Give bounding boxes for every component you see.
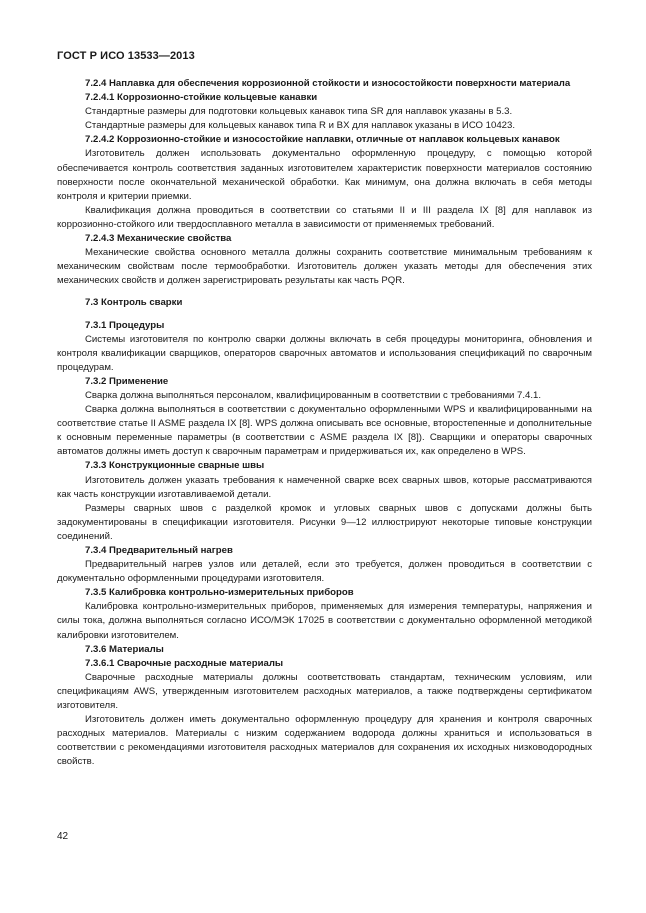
paragraph: Изготовитель должен использовать документально оформленную процедуру, с помощью которой обеспечивается контроль соответствия заданных изготовителем характеристик поверхности материалов состоянию поверхности после окончательной механической обработки. Как минимум, она должна включать в себя методы контроля и критерии приемки. <box>57 148 592 202</box>
document-header: ГОСТ Р ИСО 13533—2013 <box>57 50 195 62</box>
paragraph: Стандартные размеры для подготовки кольцевых канавок типа SR для наплавок указаны в 5.3. <box>85 106 513 118</box>
section-heading: 7.2.4.1 Коррозионно-стойкие кольцевые канавки <box>85 92 318 104</box>
section-heading: 7.3.5 Калибровка контрольно-измерительных приборов <box>85 587 354 599</box>
section-heading: 7.2.4.2 Коррозионно-стойкие и износостойкие наплавки, отличные от наплавок кольцевых канавок <box>85 134 560 146</box>
section-heading: 7.3.1 Процедуры <box>85 319 165 331</box>
paragraph: Системы изготовителя по контролю сварки должны включать в себя процедуры мониторинга, обновления и контроля квалификации сварщиков, операторов сварочных автоматов и использования спецификаций по сварочным процедурам. <box>57 333 592 373</box>
paragraph: Сварка должна выполняться персоналом, квалифицированным в соответствии с требованиями 7.4.1. <box>85 389 542 401</box>
section-heading: 7.3 Контроль сварки <box>85 297 183 309</box>
paragraph: Сварка должна выполняться в соответствии с документально оформленными WPS и квалифицированными на соответствие статье II ASME раздела IX [8]. WPS должна описывать все основные, второстепенные и дополнительные к основным переменные параметры (в соответствии с ASME раздела IX [8]). Сварщики и операторы сварочных автоматов должны иметь доступ к сварочным параметрам и придерживаться их, как определено в WPS. <box>57 404 592 458</box>
paragraph: Калибровка контрольно-измерительных приборов, применяемых для измерения температуры, напряжения и силы тока, должна выполняться согласно ИСО/МЭК 17025 в соответствии с документально оформленной методикой калибровки изготовителем. <box>57 601 592 641</box>
section-heading: 7.3.6 Материалы <box>85 643 164 655</box>
paragraph: Квалификация должна проводиться в соответствии со статьями II и III раздела IX [8] для наплавок из коррозионно-стойкого или твердосплавного металла в зависимости от применяемых требований. <box>57 204 592 230</box>
document-body <box>57 77 592 770</box>
section-heading: 7.2.4 Наплавка для обеспечения коррозионной стойкости и износостойкости поверхности материала <box>85 78 571 89</box>
section-heading: 7.3.2 Применение <box>85 375 169 387</box>
page-number: 42 <box>57 831 69 842</box>
section-heading: 7.2.4.3 Механические свойства <box>85 233 232 245</box>
paragraph: Изготовитель должен иметь документально оформленную процедуру для хранения и контроля сварочных расходных материалов. Материалы с низким содержанием водорода должны храниться и использоваться в соответствии с рекомендациями изготовителя расходных материалов для сохранения их исходных низководородных свойств. <box>57 714 592 768</box>
paragraph: Изготовитель должен указать требования к намеченной сварке всех сварных швов, которые рассматриваются как часть конструкции изготавливаемой детали. <box>57 474 592 500</box>
paragraph: Стандартные размеры для кольцевых канавок типа R и BX для наплавок указаны в ИСО 10423. <box>85 120 516 132</box>
paragraph: Механические свойства основного металла должны сохранить соответствие минимальным требованиям к механическим свойствам после термообработки. Изготовитель должен указать методы для обеспечения этих механических свойств и должен зарегистрировать результаты как часть PQR. <box>57 247 592 287</box>
paragraph: Предварительный нагрев узлов или деталей, если это требуется, должен проводиться в соответствии с документально оформленными процедурами изготовителя. <box>57 559 592 585</box>
section-heading: 7.3.6.1 Сварочные расходные материалы <box>85 657 284 669</box>
section-heading: 7.3.3 Конструкционные сварные швы <box>85 460 265 472</box>
paragraph: Сварочные расходные материалы должны соответствовать стандартам, техническим условиям, или спецификациям AWS, утвержденным изготовителем расходных материалов, а также подтверждены сертификатом изготовителя. <box>57 671 592 712</box>
paragraph: Размеры сварных швов с разделкой кромок и угловых сварных швов с допусками должны быть задокументированы в спецификации изготовителя. Рисунки 9—12 иллюстрируют некоторые типовые конструкции соединений. <box>57 502 592 542</box>
section-heading: 7.3.4 Предварительный нагрев <box>85 545 233 556</box>
